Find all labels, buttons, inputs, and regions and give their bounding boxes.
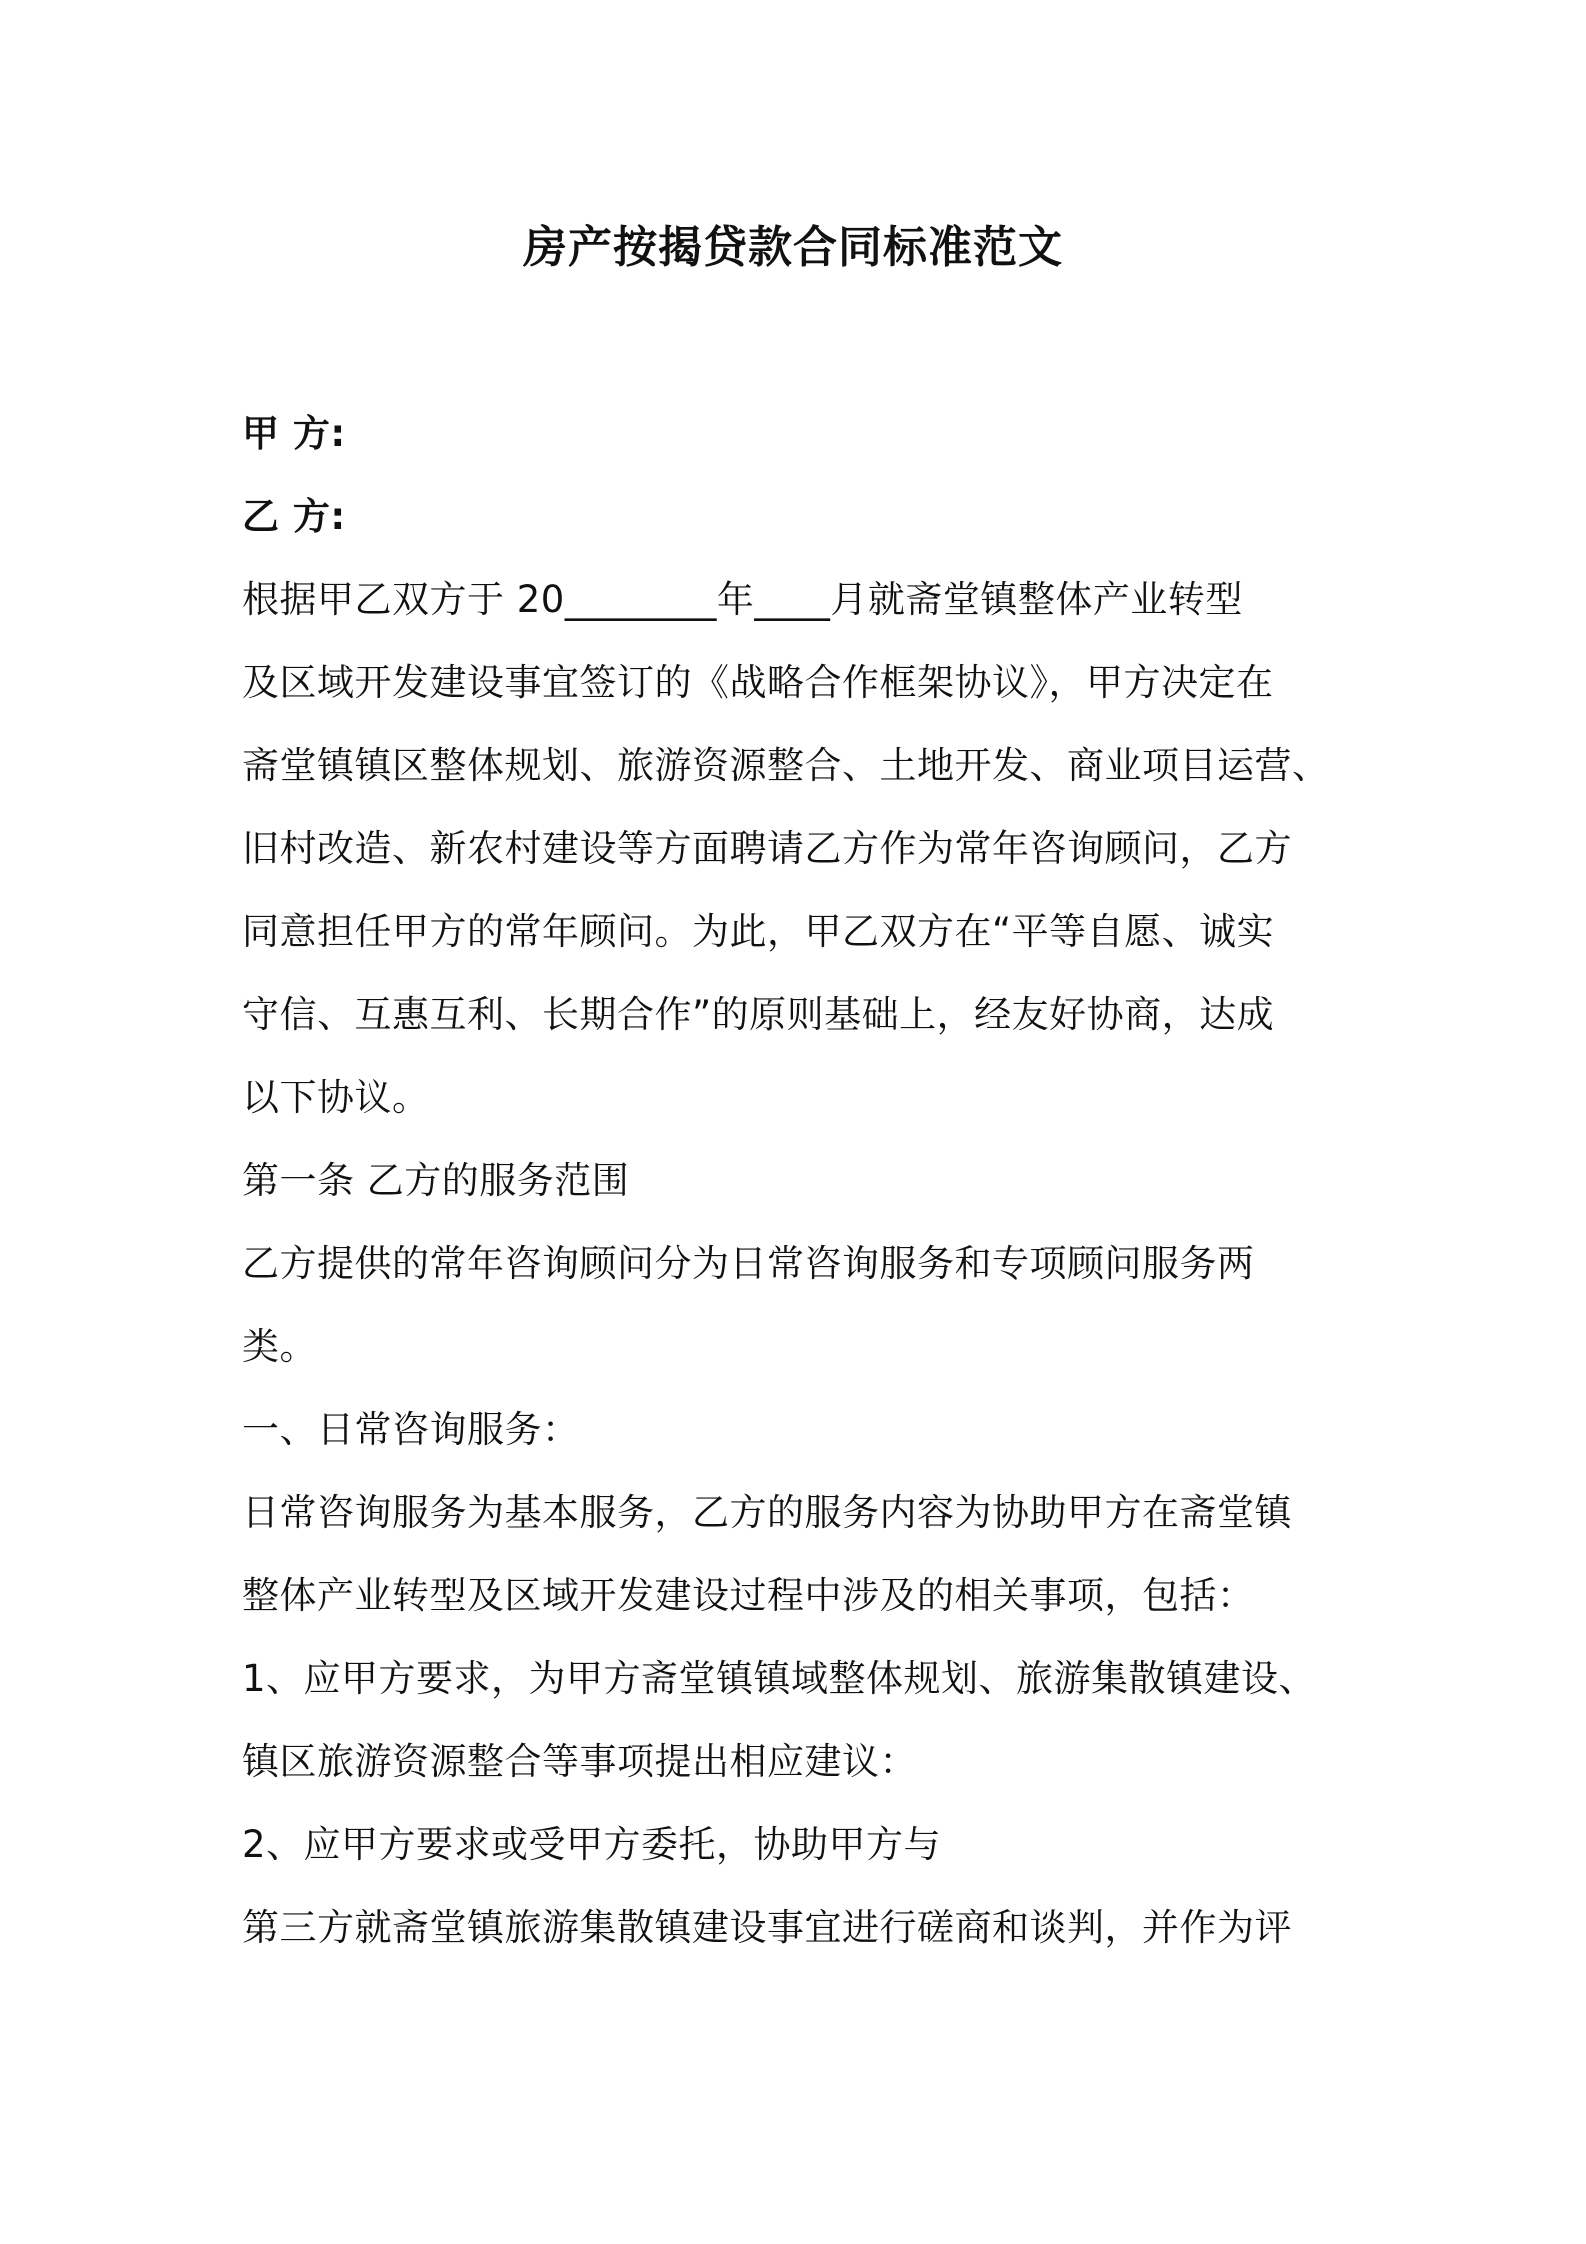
party-b-label: 乙 方: [242,495,346,538]
paragraph-line: 类。 [242,1325,317,1368]
paragraph-line: 乙方提供的常年咨询顾问分为日常咨询服务和专项顾问服务两 [242,1242,1255,1285]
paragraph-line: 同意担任甲方的常年顾问。为此，甲乙双方在“平等自愿、诚实 [242,910,1275,953]
list-item-continuation: 镇区旅游资源整合等事项提出相应建议： [242,1740,917,1783]
paragraph-line: 守信、互惠互利、长期合作”的原则基础上，经友好协商，达成 [242,993,1275,1036]
subsection-heading: 一、日常咨询服务： [242,1408,580,1451]
section-heading: 第一条 乙方的服务范围 [242,1159,630,1202]
paragraph-line: 及区域开发建设事宜签订的《战略合作框架协议》，甲方决定在 [242,661,1274,704]
document-title: 房产按揭贷款合同标准范文 [523,222,1063,273]
paragraph-line: 第三方就斋堂镇旅游集散镇建设事宜进行磋商和谈判，并作为评 [242,1906,1292,1949]
paragraph-line: 旧村改造、新农村建设等方面聘请乙方作为常年咨询顾问，乙方 [242,827,1292,870]
paragraph-line: 整体产业转型及区域开发建设过程中涉及的相关事项，包括： [242,1574,1255,1617]
paragraph-line: 根据甲乙双方于 20________年____月就斋堂镇整体产业转型 [242,578,1243,621]
paragraph-line: 日常咨询服务为基本服务，乙方的服务内容为协助甲方在斋堂镇 [242,1491,1292,1534]
party-a-label: 甲 方: [242,412,346,455]
paragraph-line: 斋堂镇镇区整体规划、旅游资源整合、土地开发、商业项目运营、 [242,744,1330,787]
list-item: 1、应甲方要求，为甲方斋堂镇镇域整体规划、旅游集散镇建设、 [242,1657,1317,1700]
paragraph-line: 以下协议。 [242,1076,430,1119]
list-item: 2、应甲方要求或受甲方委托，协助甲方与 [242,1823,942,1866]
